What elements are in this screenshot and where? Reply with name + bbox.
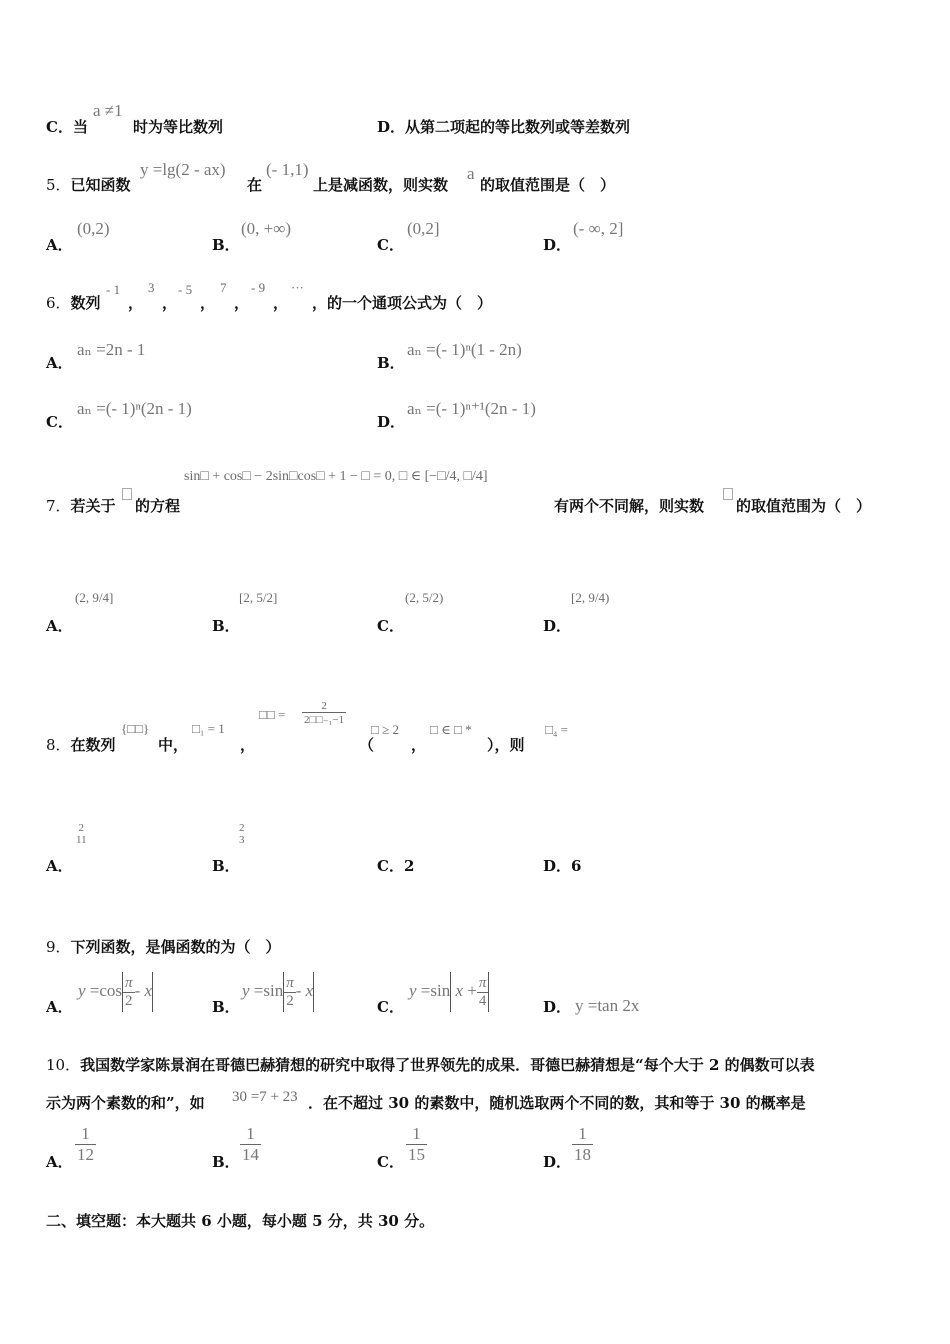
q7-stem-a: 7．若关于 bbox=[46, 497, 116, 515]
q7-stem-b: 的方程 bbox=[135, 497, 181, 515]
q8-option-a-label: A． bbox=[46, 857, 73, 875]
q10-option-d-value: $\frac{1}{18}$ bbox=[574, 1124, 591, 1164]
q4-c-text: 时为等比数列 bbox=[133, 118, 224, 136]
q8-cond-close: ），则 bbox=[487, 736, 525, 754]
q6-option-b-label: B． bbox=[377, 354, 405, 372]
q9-option-a-value: y =cos $\frac{\pi}{2}$ - x bbox=[78, 972, 153, 1012]
q10-option-a-value: $\frac{1}{12}$ bbox=[77, 1124, 94, 1164]
q9-option-c-label: C． bbox=[377, 998, 404, 1016]
q10-stem-line2b: ．在不超过 30 的素数中，随机选取两个不同的数，其和等于 30 的概率是 bbox=[308, 1094, 806, 1112]
q10-stem-line1: 10．我国数学家陈景润在哥德巴赫猜想的研究中取得了世界领先的成果．哥德巴赫猜想是“每个大于 2 的偶数可以表 bbox=[46, 1056, 815, 1074]
q7-equation: sin□ + cos□ − 2sin□cos□ + 1 − □ = 0, □ ∈ [−□/4, □/4] bbox=[184, 469, 488, 484]
q7-option-d-label: D． bbox=[543, 617, 572, 635]
q6-stem-a: 6．数列 bbox=[46, 294, 101, 312]
q6-term-3: - 5 bbox=[178, 282, 193, 297]
q6-term-5: - 9 bbox=[251, 280, 266, 295]
q6-sep-1: ， bbox=[128, 294, 144, 312]
q7-var-placeholder-1 bbox=[122, 483, 132, 502]
q9-option-b-value: y =sin $\frac{\pi}{2}$ - x bbox=[242, 972, 314, 1012]
q5-option-d-label: D． bbox=[543, 236, 572, 254]
q5-option-c-label: C． bbox=[377, 236, 404, 254]
q6-term-4: 7 bbox=[220, 280, 227, 295]
q5-function: y =lg(2 - ax) bbox=[140, 160, 226, 179]
q5-option-d-value: (- ∞, 2] bbox=[573, 219, 624, 238]
q6-option-a-label: A． bbox=[46, 354, 73, 372]
q8-comma-1: ， bbox=[240, 736, 256, 754]
q8-cond-1: □ ≥ 2 bbox=[371, 722, 399, 737]
q4-c-math: a ≠1 bbox=[93, 101, 123, 120]
q10-option-b-value: $\frac{1}{14}$ bbox=[242, 1124, 259, 1164]
q6-option-d-value: aₙ =(- 1)ⁿ⁺¹(2n - 1) bbox=[407, 399, 536, 418]
q8-target: □₄ = bbox=[545, 722, 568, 737]
q6-stem-b: ，的一个通项公式为（ ） bbox=[312, 294, 493, 312]
q5-stem-b: 在 bbox=[247, 176, 263, 194]
q10-option-b-label: B． bbox=[212, 1153, 240, 1171]
q5-option-b-value: (0, +∞) bbox=[241, 219, 292, 238]
q10-option-a-label: A． bbox=[46, 1153, 73, 1171]
q8-option-b-value: 2 3 bbox=[239, 822, 245, 846]
q6-term-6: ··· bbox=[291, 280, 304, 295]
q10-option-c-value: $\frac{1}{15}$ bbox=[408, 1124, 425, 1164]
q7-option-a-label: A． bbox=[46, 617, 73, 635]
q7-option-d-value: [2, 9/4) bbox=[571, 590, 610, 605]
q8-stem-b: 中， bbox=[158, 736, 189, 754]
q8-stem-a: 8．在数列 bbox=[46, 736, 116, 754]
q8-cond-open: （ bbox=[359, 736, 375, 754]
q8-option-a-value: 2 11 bbox=[76, 822, 87, 846]
q7-stem-d: 的取值范围为（ ） bbox=[736, 497, 872, 515]
q9-option-d-label: D． bbox=[543, 998, 572, 1016]
q5-stem-d: 的取值范围是（ ） bbox=[480, 176, 616, 194]
q9-option-d-value: y =tan 2x bbox=[575, 996, 640, 1015]
q5-var: a bbox=[467, 164, 475, 183]
q6-sep-4: ， bbox=[234, 294, 250, 312]
q7-option-c-value: (2, 5/2) bbox=[405, 590, 444, 605]
q8-recurrence-lhs: □□ = bbox=[259, 707, 286, 722]
q6-option-d-label: D． bbox=[377, 413, 406, 431]
q6-term-1: - 1 bbox=[106, 282, 121, 297]
q6-option-a-value: aₙ =2n - 1 bbox=[77, 340, 146, 359]
q10-option-c-label: C． bbox=[377, 1153, 404, 1171]
section-heading-fill-in: 二、填空题：本大题共 6 小题，每小题 5 分，共 30 分。 bbox=[46, 1212, 435, 1230]
q7-option-b-label: B． bbox=[212, 617, 240, 635]
q7-option-b-value: [2, 5/2] bbox=[239, 590, 278, 605]
q8-recurrence-frac: $\frac{2}{\text{2□□₋₁−1}}$ bbox=[304, 700, 345, 726]
q9-stem: 9．下列函数，是偶函数的为（ ） bbox=[46, 938, 281, 956]
q7-stem-c: 有两个不同解，则实数 bbox=[554, 497, 705, 515]
q9-option-c-value: y =sin x + $\frac{\pi}{4}$ bbox=[409, 972, 489, 1012]
q7-option-c-label: C． bbox=[377, 617, 404, 635]
q5-option-b-label: B． bbox=[212, 236, 240, 254]
q8-option-c: C．2 bbox=[377, 857, 415, 875]
q5-option-a-value: (0,2) bbox=[77, 219, 110, 238]
q9-option-b-label: B． bbox=[212, 998, 240, 1016]
q6-sep-3: ， bbox=[200, 294, 216, 312]
q5-stem-a: 5．已知函数 bbox=[46, 176, 131, 194]
q6-sep-5: ， bbox=[273, 294, 289, 312]
q5-interval: (- 1,1) bbox=[266, 160, 309, 179]
q8-seq: {□□} bbox=[121, 721, 150, 736]
q8-cond-2: □ ∈ □ * bbox=[430, 722, 472, 737]
q6-option-c-label: C． bbox=[46, 413, 73, 431]
q10-stem-line2a: 示为两个素数的和”，如 bbox=[46, 1094, 205, 1112]
q4-option-d: D．从第二项起的等比数列或等差数列 bbox=[377, 118, 631, 136]
q9-option-a-label: A． bbox=[46, 998, 73, 1016]
q5-stem-c: 上是减函数，则实数 bbox=[313, 176, 449, 194]
q7-var-placeholder-2 bbox=[723, 483, 733, 502]
q6-term-2: 3 bbox=[148, 280, 155, 295]
q6-option-c-value: aₙ =(- 1)ⁿ(2n - 1) bbox=[77, 399, 192, 418]
q7-option-a-value: (2, 9/4] bbox=[75, 590, 114, 605]
q5-option-c-value: (0,2] bbox=[407, 219, 440, 238]
q4-option-c: C．当 bbox=[46, 118, 88, 136]
q8-option-b-label: B． bbox=[212, 857, 240, 875]
q5-option-a-label: A． bbox=[46, 236, 73, 254]
q6-option-b-value: aₙ =(- 1)ⁿ(1 - 2n) bbox=[407, 340, 522, 359]
q8-option-d: D．6 bbox=[543, 857, 582, 875]
q10-option-d-label: D． bbox=[543, 1153, 572, 1171]
q8-initial: □₁ = 1 bbox=[192, 721, 225, 736]
q10-example: 30 =7 + 23 bbox=[232, 1089, 298, 1105]
q6-sep-2: ， bbox=[162, 294, 178, 312]
q8-comma-2: ， bbox=[411, 736, 427, 754]
